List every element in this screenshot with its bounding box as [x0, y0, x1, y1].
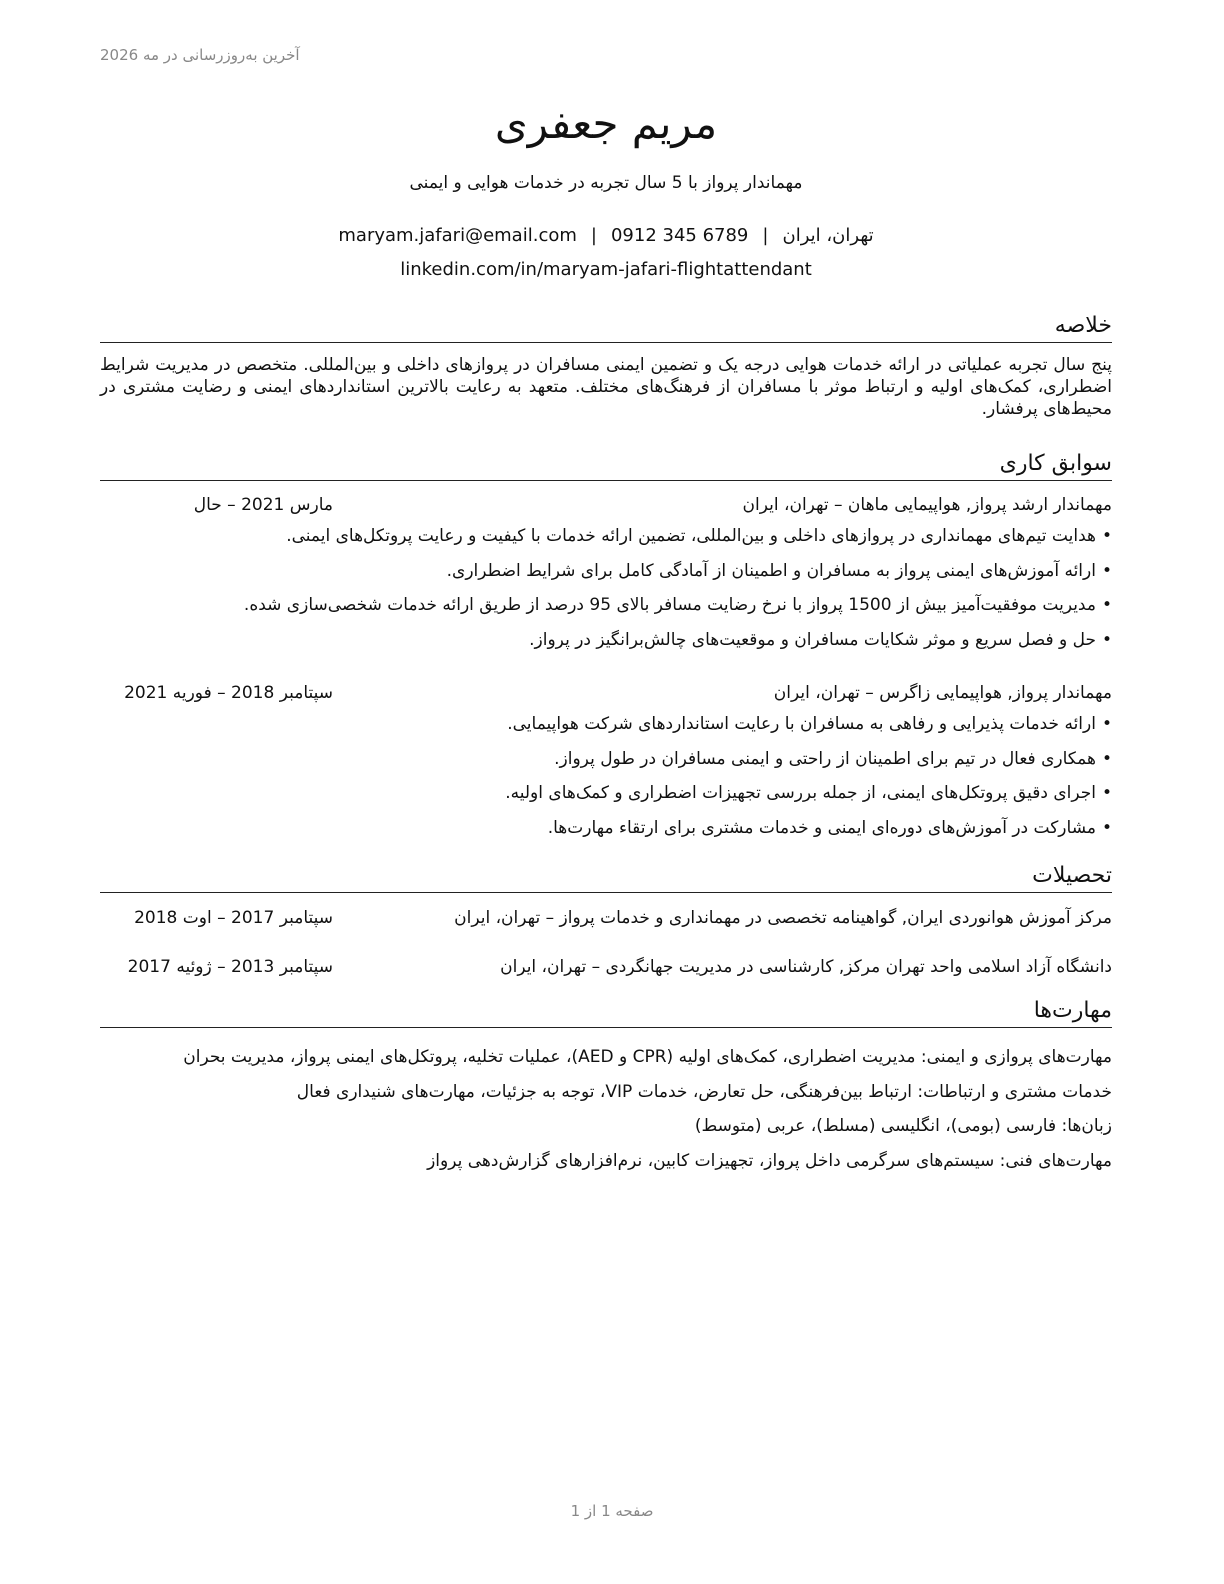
candidate-tagline: مهماندار پرواز با 5 سال تجربه در خدمات هوایی و ایمنی [409, 173, 803, 193]
skills-line: مهارت‌های فنی: سیستم‌های سرگرمی داخل پرواز، تجهیزات کابین، نرم‌افزارهای گزارش‌دهی پرواز [427, 1151, 1112, 1172]
job-role: مهماندار پرواز, هواپیمایی زاگرس – تهران، ایران [773, 683, 1112, 703]
bullet-item: •مشارکت در آموزش‌های دوره‌ای ایمنی و خدمات مشتری برای ارتقاء مهارت‌ها. [547, 817, 1112, 838]
job-role: مهماندار ارشد پرواز, هواپیمایی ماهان – تهران، ایران [742, 495, 1112, 515]
contact-separator: | [590, 225, 597, 246]
bullet-icon: • [1101, 783, 1112, 803]
summary-text: پنج سال تجربه عملیاتی در ارائه خدمات هوایی درجه یک و تضمین ایمنی مسافران در پروازهای داخلی و بین‌المللی. متخصص در مدیریت شرایط اضطراری، کمک‌های اولیه و ارتباط موثر با مسافران از فرهنگ‌های مختلف. متعهد به رعایت بالاترین استانداردهای ایمنی و رضایت مشتری در محیط‌های پرفشار. [100, 355, 1112, 419]
bullet-item: •حل و فصل سریع و موثر شکایات مسافران و موقعیت‌های چالش‌برانگیز در پرواز. [529, 629, 1112, 650]
bullet-icon: • [1101, 748, 1112, 769]
bullet-item: •هدایت تیم‌های مهمانداری در پروازهای داخلی و بین‌المللی، تضمین ارائه خدمات با کیفیت و رعایت پروتکل‌های ایمنی. [286, 526, 1112, 546]
bullet-icon: • [1101, 714, 1112, 734]
education-heading: تحصیلات [100, 861, 1112, 893]
skills-heading: مهارت‌ها [100, 996, 1112, 1028]
job-entry-header [100, 680, 1112, 706]
contact-phone: 0912 345 6789 [610, 225, 749, 246]
bullet-icon: • [1101, 595, 1112, 615]
contact-line [100, 223, 1112, 249]
bullet-item: •همکاری فعال در تیم برای اطمینان از راحتی و ایمنی مسافران در طول پرواز. [554, 748, 1112, 769]
job-bullets [100, 519, 1112, 657]
skills-list [100, 1040, 1112, 1179]
job-entry-header [100, 492, 1112, 518]
contact-location: تهران، ایران [782, 225, 874, 246]
education-entry [100, 905, 1112, 931]
bullet-item: •ارائه آموزش‌های ایمنی پرواز به مسافران و اطمینان از آمادگی کامل برای شرایط اضطراری. [446, 560, 1112, 581]
skills-line: مهارت‌های پروازی و ایمنی: مدیریت اضطراری، کمک‌های اولیه (CPR و AED)، عملیات تخلیه، پروتکل‌های ایمنی پرواز، مدیریت بحران [183, 1047, 1112, 1067]
contact-separator: | [762, 225, 769, 246]
education-entry [100, 954, 1112, 980]
skills-line: خدمات مشتری و ارتباطات: ارتباط بین‌فرهنگی، حل تعارض، خدمات VIP، توجه به جزئیات، مهارت‌های شنیداری فعال [296, 1081, 1112, 1102]
job-bullets [100, 707, 1112, 845]
bullet-icon: • [1101, 817, 1112, 838]
bullet-icon: • [1101, 629, 1112, 650]
education-text: دانشگاه آزاد اسلامی واحد تهران مرکز, کارشناسی در مدیریت جهانگردی – تهران، ایران [500, 957, 1112, 977]
education-date: سپتامبر 2017 – اوت 2018 [134, 908, 333, 928]
last-updated-note: آخرین به‌روزرسانی در مه 2026 [100, 46, 300, 64]
page-number: صفحه 1 از 1 [570, 1502, 654, 1520]
education-date: سپتامبر 2013 – ژوئیه 2017 [127, 957, 333, 977]
job-date: مارس 2021 – حال [193, 495, 333, 515]
bullet-icon: • [1101, 526, 1112, 546]
bullet-item: •اجرای دقیق پروتکل‌های ایمنی، از جمله بررسی تجهیزات اضطراری و کمک‌های اولیه. [505, 783, 1112, 803]
bullet-icon: • [1101, 560, 1112, 581]
bullet-item: •مدیریت موفقیت‌آمیز بیش از 1500 پرواز با نرخ رضایت مسافر بالای 95 درصد از طریق ارائه خدمات شخصی‌سازی شده. [243, 595, 1112, 615]
skills-line: زبان‌ها: فارسی (بومی)، انگلیسی (مسلط)، عربی (متوسط) [694, 1116, 1112, 1137]
bullet-item: •ارائه خدمات پذیرایی و رفاهی به مسافران با رعایت استانداردهای شرکت هواپیمایی. [507, 714, 1112, 734]
job-date: سپتامبر 2018 – فوریه 2021 [124, 683, 333, 703]
linkedin-link[interactable]: linkedin.com/in/maryam-jafari-flightattendant [400, 259, 812, 280]
candidate-name: مریم جعفری [494, 99, 718, 148]
experience-heading: سوابق کاری [100, 449, 1112, 481]
summary-heading: خلاصه [100, 311, 1112, 343]
education-text: مرکز آموزش هوانوردی ایران, گواهینامه تخصصی در مهمانداری و خدمات پرواز – تهران، ایران [454, 908, 1112, 928]
contact-email[interactable]: maryam.jafari@email.com [338, 225, 577, 246]
